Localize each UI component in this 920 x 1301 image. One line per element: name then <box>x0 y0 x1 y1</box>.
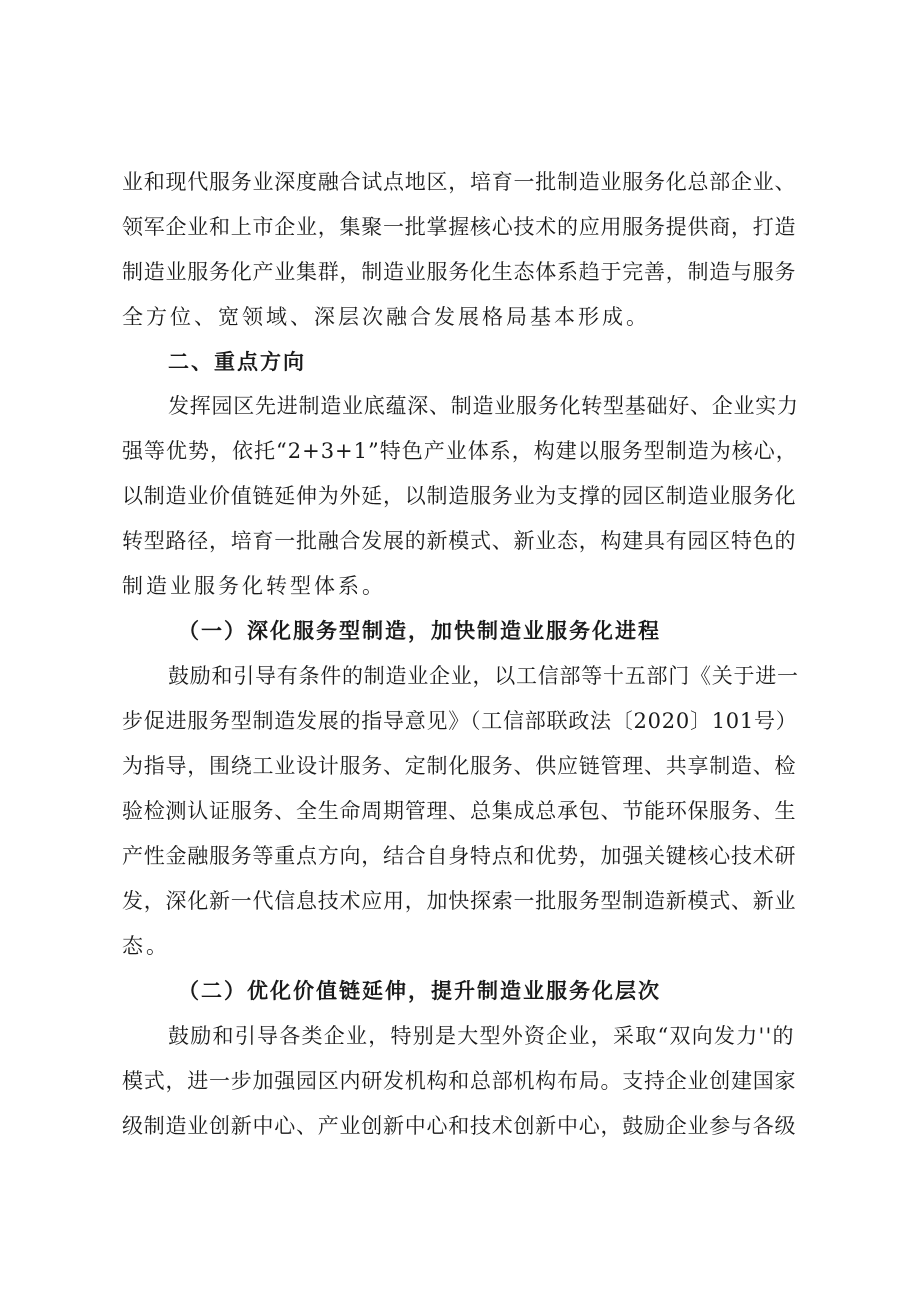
paragraph-3-line-1: 鼓励和引导有条件的制造业企业，以工信部等十五部门《关于进一 <box>168 664 799 688</box>
paragraph-2-line-2: 强等优势，依托“2+3+1”特色产业体系，构建以服务型制造为核心， <box>122 439 798 463</box>
paragraph-1-line-3: 制造业服务化产业集群，制造业服务化生态体系趋于完善，制造与服务 <box>122 260 797 284</box>
paragraph-2-line-5: 制造业服务化转型体系。 <box>122 574 386 598</box>
paragraph-4-line-1: 鼓励和引导各类企业，特别是大型外资企业，采取“双向发力''的 <box>168 1024 795 1048</box>
paragraph-1-line-2: 领军企业和上市企业，集聚一批掌握核心技术的应用服务提供商，打造 <box>122 215 797 239</box>
paragraph-3-line-7: 态。 <box>122 934 170 958</box>
subsection-heading-2: （二）优化价值链延伸，提升制造业服务化层次 <box>178 979 661 1003</box>
paragraph-3-line-3: 为指导，围绕工业设计服务、定制化服务、供应链管理、共享制造、检 <box>122 754 797 778</box>
paragraph-3-line-5: 产性金融服务等重点方向，结合自身特点和优势，加强关键核心技术研 <box>122 844 797 868</box>
paragraph-3-line-2: 步促进服务型制造发展的指导意见》（工信部联政法〔2020〕101号） <box>122 709 798 733</box>
paragraph-1-line-1: 业和现代服务业深度融合试点地区，培育一批制造业服务化总部企业、 <box>122 170 797 194</box>
paragraph-2-line-4: 转型路径，培育一批融合发展的新模式、新业态，构建具有园区特色的 <box>122 529 797 553</box>
paragraph-3-line-6: 发，深化新一代信息技术应用，加快探索一批服务型制造新模式、新业 <box>122 889 797 913</box>
subsection-heading-1: （一）深化服务型制造，加快制造业服务化进程 <box>178 619 661 643</box>
section-heading-key-directions: 二、重点方向 <box>168 350 306 374</box>
paragraph-4-line-3: 级制造业创新中心、产业创新中心和技术创新中心，鼓励企业参与各级 <box>122 1114 797 1138</box>
paragraph-1-line-4: 全方位、宽领域、深层次融合发展格局基本形成。 <box>122 305 650 329</box>
paragraph-2-line-1: 发挥园区先进制造业底蕴深、制造业服务化转型基础好、企业实力 <box>168 394 799 418</box>
paragraph-3-line-4: 验检测认证服务、全生命周期管理、总集成总承包、节能环保服务、生 <box>122 799 797 823</box>
paragraph-2-line-3: 以制造业价值链延伸为外延，以制造服务业为支撑的园区制造业服务化 <box>122 484 797 508</box>
paragraph-4-line-2: 模式，进一步加强园区内研发机构和总部机构布局。支持企业创建国家 <box>122 1069 797 1093</box>
